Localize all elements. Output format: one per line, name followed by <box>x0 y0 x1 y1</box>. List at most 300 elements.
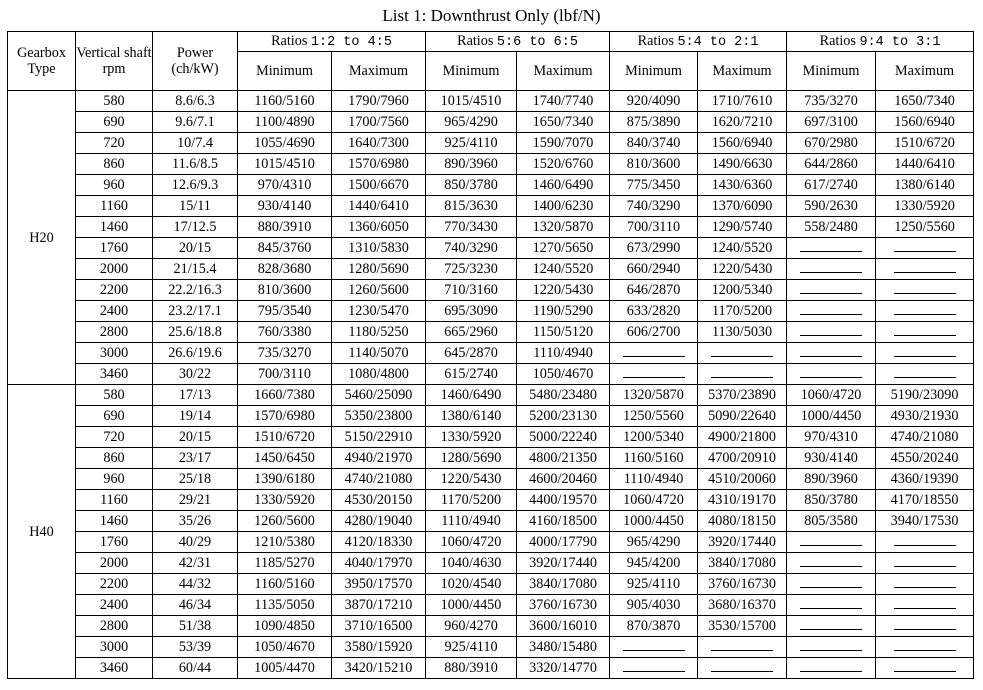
rpm-cell: 1160 <box>76 490 153 511</box>
thrust-cell: 1190/5290 <box>517 301 610 322</box>
table-row <box>8 259 974 280</box>
empty-dash-cell <box>698 364 787 385</box>
thrust-cell: 828/3680 <box>238 259 332 280</box>
thrust-cell: 1150/5120 <box>517 322 610 343</box>
dash-line <box>894 566 956 567</box>
table-row <box>8 532 974 553</box>
thrust-cell: 1260/5600 <box>238 511 332 532</box>
thrust-cell: 1390/6180 <box>238 469 332 490</box>
thrust-cell: 3760/16730 <box>698 574 787 595</box>
dash-line <box>711 377 773 378</box>
power-cell: 17/12.5 <box>153 217 238 238</box>
thrust-cell: 4550/20240 <box>876 448 974 469</box>
power-cell: 19/14 <box>153 406 238 427</box>
dash-line <box>894 650 956 651</box>
thrust-cell: 1015/4510 <box>426 91 517 112</box>
thrust-cell: 1050/4670 <box>238 637 332 658</box>
thrust-cell: 3600/16010 <box>517 616 610 637</box>
thrust-cell: 5150/22910 <box>332 427 426 448</box>
table-row <box>8 301 974 322</box>
thrust-cell: 1290/5740 <box>698 217 787 238</box>
table-row <box>8 511 974 532</box>
thrust-cell: 925/4110 <box>426 637 517 658</box>
thrust-cell: 700/3110 <box>610 217 698 238</box>
dash-line <box>894 545 956 546</box>
thrust-cell: 1180/5250 <box>332 322 426 343</box>
power-cell: 21/15.4 <box>153 259 238 280</box>
table-row <box>8 427 974 448</box>
thrust-cell: 1510/6720 <box>876 133 974 154</box>
thrust-cell: 1200/5340 <box>698 280 787 301</box>
thrust-cell: 1620/7210 <box>698 112 787 133</box>
thrust-cell: 5090/22640 <box>698 406 787 427</box>
thrust-cell: 1000/4450 <box>426 595 517 616</box>
maximum-header: Maximum <box>517 52 610 91</box>
empty-dash-cell <box>876 553 974 574</box>
empty-dash-cell <box>876 658 974 679</box>
thrust-cell: 1005/4470 <box>238 658 332 679</box>
thrust-cell: 4530/20150 <box>332 490 426 511</box>
thrust-cell: 925/4110 <box>426 133 517 154</box>
empty-dash-cell <box>787 574 876 595</box>
thrust-cell: 606/2700 <box>610 322 698 343</box>
empty-dash-cell <box>610 658 698 679</box>
thrust-cell: 4740/21080 <box>332 469 426 490</box>
rpm-cell: 3460 <box>76 364 153 385</box>
empty-dash-cell <box>876 322 974 343</box>
table-row <box>8 448 974 469</box>
power-cell: 22.2/16.3 <box>153 280 238 301</box>
table-body <box>8 91 974 679</box>
thrust-cell: 1280/5690 <box>332 259 426 280</box>
thrust-cell: 3840/17080 <box>698 553 787 574</box>
thrust-cell: 1050/4670 <box>517 364 610 385</box>
power-cell: 60/44 <box>153 658 238 679</box>
dash-line <box>800 314 862 315</box>
thrust-cell: 558/2480 <box>787 217 876 238</box>
power-cell: 23.2/17.1 <box>153 301 238 322</box>
thrust-cell: 1330/5920 <box>876 196 974 217</box>
thrust-cell: 4160/18500 <box>517 511 610 532</box>
dash-line <box>623 377 685 378</box>
thrust-cell: 665/2960 <box>426 322 517 343</box>
power-cell: 44/32 <box>153 574 238 595</box>
thrust-cell: 4510/20060 <box>698 469 787 490</box>
rpm-cell: 690 <box>76 406 153 427</box>
dash-line <box>800 587 862 588</box>
dash-line <box>894 356 956 357</box>
thrust-cell: 1240/5520 <box>517 259 610 280</box>
thrust-cell: 1060/4720 <box>426 532 517 553</box>
thrust-cell: 810/3600 <box>238 280 332 301</box>
maximum-header: Maximum <box>698 52 787 91</box>
thrust-cell: 1040/4630 <box>426 553 517 574</box>
thrust-cell: 870/3870 <box>610 616 698 637</box>
dash-line <box>800 671 862 672</box>
thrust-cell: 1500/6670 <box>332 175 426 196</box>
power-cell: 17/13 <box>153 385 238 406</box>
thrust-cell: 5000/22240 <box>517 427 610 448</box>
empty-dash-cell <box>876 595 974 616</box>
thrust-cell: 735/3270 <box>238 343 332 364</box>
empty-dash-cell <box>698 658 787 679</box>
table-row <box>8 385 974 406</box>
thrust-cell: 673/2990 <box>610 238 698 259</box>
table-row <box>8 658 974 679</box>
empty-dash-cell <box>876 259 974 280</box>
rpm-cell: 1460 <box>76 511 153 532</box>
thrust-cell: 1110/4940 <box>610 469 698 490</box>
gearbox-type-cell: H40 <box>8 385 76 679</box>
empty-dash-cell <box>876 343 974 364</box>
dash-line <box>800 629 862 630</box>
rpm-cell: 580 <box>76 91 153 112</box>
thrust-cell: 1135/5050 <box>238 595 332 616</box>
thrust-cell: 970/4310 <box>238 175 332 196</box>
gearbox-type-cell: H20 <box>8 91 76 385</box>
thrust-cell: 1170/5200 <box>698 301 787 322</box>
thrust-cell: 1200/5340 <box>610 427 698 448</box>
thrust-cell: 1370/6090 <box>698 196 787 217</box>
power-cell: 25/18 <box>153 469 238 490</box>
thrust-cell: 1740/7740 <box>517 91 610 112</box>
table-row <box>8 196 974 217</box>
rpm-cell: 860 <box>76 154 153 175</box>
rpm-cell: 2800 <box>76 322 153 343</box>
power-cell: 53/39 <box>153 637 238 658</box>
thrust-cell: 1055/4690 <box>238 133 332 154</box>
thrust-cell: 1590/7070 <box>517 133 610 154</box>
empty-dash-cell <box>610 364 698 385</box>
thrust-cell: 725/3230 <box>426 259 517 280</box>
thrust-cell: 850/3780 <box>787 490 876 511</box>
thrust-cell: 965/4290 <box>426 112 517 133</box>
thrust-cell: 1000/4450 <box>610 511 698 532</box>
thrust-cell: 1220/5430 <box>426 469 517 490</box>
thrust-cell: 850/3780 <box>426 175 517 196</box>
thrust-cell: 1360/6050 <box>332 217 426 238</box>
thrust-cell: 645/2870 <box>426 343 517 364</box>
thrust-cell: 3870/17210 <box>332 595 426 616</box>
power-cell: 26.6/19.6 <box>153 343 238 364</box>
thrust-cell: 5370/23890 <box>698 385 787 406</box>
dash-line <box>800 377 862 378</box>
thrust-cell: 1430/6360 <box>698 175 787 196</box>
thrust-cell: 1250/5560 <box>610 406 698 427</box>
empty-dash-cell <box>876 238 974 259</box>
thrust-cell: 740/3290 <box>610 196 698 217</box>
dash-line <box>711 650 773 651</box>
thrust-cell: 1015/4510 <box>238 154 332 175</box>
table-row <box>8 469 974 490</box>
thrust-cell: 1460/6490 <box>517 175 610 196</box>
thrust-cell: 1230/5470 <box>332 301 426 322</box>
thrust-cell: 1160/5160 <box>238 91 332 112</box>
minimum-header: Minimum <box>426 52 517 91</box>
dash-line <box>711 356 773 357</box>
dash-line <box>800 356 862 357</box>
rpm-cell: 1160 <box>76 196 153 217</box>
table-row <box>8 280 974 301</box>
thrust-cell: 925/4110 <box>610 574 698 595</box>
dash-line <box>800 608 862 609</box>
minimum-header: Minimum <box>610 52 698 91</box>
thrust-cell: 3320/14770 <box>517 658 610 679</box>
thrust-cell: 1220/5430 <box>698 259 787 280</box>
power-cell: 20/15 <box>153 238 238 259</box>
rpm-cell: 2000 <box>76 259 153 280</box>
rpm-cell: 690 <box>76 112 153 133</box>
empty-dash-cell <box>610 343 698 364</box>
thrust-cell: 1060/4720 <box>610 490 698 511</box>
thrust-cell: 1790/7960 <box>332 91 426 112</box>
thrust-cell: 3920/17440 <box>698 532 787 553</box>
thrust-cell: 646/2870 <box>610 280 698 301</box>
dash-line <box>894 314 956 315</box>
empty-dash-cell <box>787 553 876 574</box>
thrust-cell: 4740/21080 <box>876 427 974 448</box>
thrust-cell: 3920/17440 <box>517 553 610 574</box>
thrust-cell: 4170/18550 <box>876 490 974 511</box>
table-row <box>8 322 974 343</box>
dash-line <box>894 293 956 294</box>
dash-line <box>894 377 956 378</box>
thrust-cell: 1700/7560 <box>332 112 426 133</box>
table-row <box>8 238 974 259</box>
empty-dash-cell <box>787 532 876 553</box>
thrust-cell: 875/3890 <box>610 112 698 133</box>
thrust-cell: 1250/5560 <box>876 217 974 238</box>
empty-dash-cell <box>787 364 876 385</box>
rpm-cell: 2400 <box>76 595 153 616</box>
dash-line <box>800 251 862 252</box>
empty-dash-cell <box>787 343 876 364</box>
thrust-cell: 810/3600 <box>610 154 698 175</box>
dash-line <box>800 545 862 546</box>
thrust-cell: 740/3290 <box>426 238 517 259</box>
power-cell: 9.6/7.1 <box>153 112 238 133</box>
rpm-cell: 1760 <box>76 238 153 259</box>
power-cell: 30/22 <box>153 364 238 385</box>
empty-dash-cell <box>787 616 876 637</box>
thrust-cell: 5480/23480 <box>517 385 610 406</box>
empty-dash-cell <box>876 532 974 553</box>
empty-dash-cell <box>787 322 876 343</box>
thrust-cell: 735/3270 <box>787 91 876 112</box>
thrust-cell: 1320/5870 <box>610 385 698 406</box>
thrust-cell: 1330/5920 <box>238 490 332 511</box>
thrust-cell: 890/3960 <box>426 154 517 175</box>
thrust-cell: 930/4140 <box>238 196 332 217</box>
thrust-cell: 1570/6980 <box>238 406 332 427</box>
table-row <box>8 553 974 574</box>
dash-line <box>894 251 956 252</box>
thrust-cell: 4700/20910 <box>698 448 787 469</box>
thrust-cell: 965/4290 <box>610 532 698 553</box>
ratio-group-header: Ratios 5:4 to 2:1 <box>610 32 787 52</box>
power-cell: 51/38 <box>153 616 238 637</box>
thrust-cell: 1160/5160 <box>610 448 698 469</box>
dash-line <box>894 272 956 273</box>
thrust-cell: 890/3960 <box>787 469 876 490</box>
empty-dash-cell <box>787 637 876 658</box>
thrust-cell: 815/3630 <box>426 196 517 217</box>
thrust-cell: 1490/6630 <box>698 154 787 175</box>
rpm-cell: 720 <box>76 133 153 154</box>
thrust-cell: 1170/5200 <box>426 490 517 511</box>
table-row <box>8 364 974 385</box>
thrust-cell: 615/2740 <box>426 364 517 385</box>
thrust-cell: 945/4200 <box>610 553 698 574</box>
thrust-cell: 3680/16370 <box>698 595 787 616</box>
power-cell: 23/17 <box>153 448 238 469</box>
thrust-cell: 880/3910 <box>238 217 332 238</box>
power-cell: 11.6/8.5 <box>153 154 238 175</box>
table-row <box>8 637 974 658</box>
thrust-cell: 1440/6410 <box>876 154 974 175</box>
thrust-cell: 1560/6940 <box>876 112 974 133</box>
maximum-header: Maximum <box>332 52 426 91</box>
thrust-cell: 1140/5070 <box>332 343 426 364</box>
thrust-cell: 617/2740 <box>787 175 876 196</box>
power-cell: 40/29 <box>153 532 238 553</box>
empty-dash-cell <box>610 637 698 658</box>
thrust-cell: 3420/15210 <box>332 658 426 679</box>
thrust-cell: 1560/6940 <box>698 133 787 154</box>
thrust-cell: 4040/17970 <box>332 553 426 574</box>
thrust-cell: 1080/4800 <box>332 364 426 385</box>
thrust-cell: 1270/5650 <box>517 238 610 259</box>
thrust-cell: 1310/5830 <box>332 238 426 259</box>
thrust-cell: 805/3580 <box>787 511 876 532</box>
rpm-cell: 2200 <box>76 574 153 595</box>
table-row <box>8 616 974 637</box>
thrust-cell: 1440/6410 <box>332 196 426 217</box>
thrust-cell: 700/3110 <box>238 364 332 385</box>
thrust-cell: 3710/16500 <box>332 616 426 637</box>
power-cell: 8.6/6.3 <box>153 91 238 112</box>
thrust-cell: 590/2630 <box>787 196 876 217</box>
table-row <box>8 175 974 196</box>
thrust-cell: 3950/17570 <box>332 574 426 595</box>
rpm-cell: 1760 <box>76 532 153 553</box>
table-row <box>8 154 974 175</box>
power-cell: 10/7.4 <box>153 133 238 154</box>
dash-line <box>623 356 685 357</box>
empty-dash-cell <box>787 280 876 301</box>
thrust-cell: 4600/20460 <box>517 469 610 490</box>
thrust-cell: 5460/25090 <box>332 385 426 406</box>
thrust-cell: 633/2820 <box>610 301 698 322</box>
table-row <box>8 406 974 427</box>
thrust-cell: 1650/7340 <box>517 112 610 133</box>
thrust-cell: 1460/6490 <box>426 385 517 406</box>
dash-line <box>711 671 773 672</box>
power-cell: 25.6/18.8 <box>153 322 238 343</box>
thrust-cell: 4360/19390 <box>876 469 974 490</box>
thrust-cell: 1000/4450 <box>787 406 876 427</box>
rpm-cell: 860 <box>76 448 153 469</box>
thrust-cell: 1400/6230 <box>517 196 610 217</box>
empty-dash-cell <box>698 343 787 364</box>
thrust-cell: 4940/21970 <box>332 448 426 469</box>
empty-dash-cell <box>876 280 974 301</box>
thrust-cell: 4310/19170 <box>698 490 787 511</box>
thrust-cell: 1330/5920 <box>426 427 517 448</box>
thrust-cell: 1090/4850 <box>238 616 332 637</box>
thrust-cell: 1240/5520 <box>698 238 787 259</box>
rpm-cell: 2400 <box>76 301 153 322</box>
thrust-cell: 1110/4940 <box>517 343 610 364</box>
rpm-cell: 580 <box>76 385 153 406</box>
thrust-cell: 1520/6760 <box>517 154 610 175</box>
thrust-cell: 5190/23090 <box>876 385 974 406</box>
empty-dash-cell <box>876 637 974 658</box>
thrust-cell: 795/3540 <box>238 301 332 322</box>
rpm-cell: 3460 <box>76 658 153 679</box>
table-row <box>8 574 974 595</box>
thrust-cell: 3760/16730 <box>517 595 610 616</box>
thrust-cell: 1210/5380 <box>238 532 332 553</box>
table-row <box>8 91 974 112</box>
dash-line <box>894 587 956 588</box>
power-cell: 35/26 <box>153 511 238 532</box>
rpm-cell: 1460 <box>76 217 153 238</box>
power-cell: 12.6/9.3 <box>153 175 238 196</box>
dash-line <box>800 650 862 651</box>
rpm-cell: 960 <box>76 469 153 490</box>
rpm-cell: 720 <box>76 427 153 448</box>
dash-line <box>894 629 956 630</box>
thrust-cell: 1450/6450 <box>238 448 332 469</box>
thrust-cell: 1380/6140 <box>876 175 974 196</box>
rpm-cell: 2200 <box>76 280 153 301</box>
thrust-cell: 4400/19570 <box>517 490 610 511</box>
thrust-cell: 644/2860 <box>787 154 876 175</box>
minimum-header: Minimum <box>787 52 876 91</box>
empty-dash-cell <box>876 574 974 595</box>
dash-line <box>800 566 862 567</box>
rpm-cell: 3000 <box>76 343 153 364</box>
thrust-cell: 775/3450 <box>610 175 698 196</box>
power-cell: 42/31 <box>153 553 238 574</box>
empty-dash-cell <box>876 616 974 637</box>
thrust-cell: 1100/4890 <box>238 112 332 133</box>
thrust-cell: 905/4030 <box>610 595 698 616</box>
thrust-cell: 770/3430 <box>426 217 517 238</box>
dash-line <box>894 608 956 609</box>
thrust-cell: 845/3760 <box>238 238 332 259</box>
thrust-cell: 4930/21930 <box>876 406 974 427</box>
thrust-cell: 1260/5600 <box>332 280 426 301</box>
vertical-shaft-rpm-header: Vertical shaft rpm <box>76 32 153 91</box>
empty-dash-cell <box>876 364 974 385</box>
gearbox-type-header: Gearbox Type <box>8 32 76 91</box>
downthrust-table <box>7 31 974 679</box>
dash-line <box>894 335 956 336</box>
thrust-cell: 1130/5030 <box>698 322 787 343</box>
thrust-cell: 1110/4940 <box>426 511 517 532</box>
thrust-cell: 4800/21350 <box>517 448 610 469</box>
thrust-cell: 1710/7610 <box>698 91 787 112</box>
thrust-cell: 5350/23800 <box>332 406 426 427</box>
dash-line <box>800 272 862 273</box>
power-cell: 20/15 <box>153 427 238 448</box>
empty-dash-cell <box>698 637 787 658</box>
table-row <box>8 490 974 511</box>
thrust-cell: 670/2980 <box>787 133 876 154</box>
thrust-cell: 1020/4540 <box>426 574 517 595</box>
